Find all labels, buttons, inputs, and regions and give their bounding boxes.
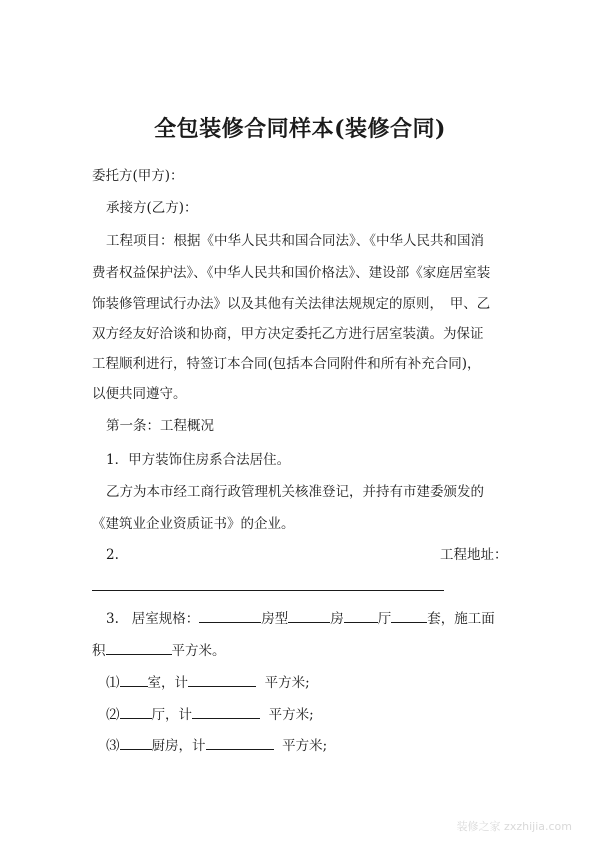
subitem-number: ⑵ (106, 707, 120, 723)
watermark: 装修之家 zxzhijia.com (456, 820, 572, 833)
subitem-room-text: 厅，计 (151, 707, 192, 723)
blank-area (106, 639, 172, 655)
item3-label: 居室规格： (131, 611, 200, 627)
blank-bedroom-area (188, 671, 256, 687)
intro-line-3: 饰装修管理试行办法》以及其他有关法律法规规定的原则， 甲、乙 (92, 296, 491, 312)
blank-hall-count (120, 703, 152, 719)
area-prefix: 积 (92, 643, 106, 659)
subitem-bedroom (106, 671, 310, 693)
subitem-room-text: 厨房，计 (151, 738, 206, 754)
blank-kitchen-area (206, 734, 274, 750)
item3-room-spec (106, 607, 495, 629)
intro-line-2: 费者权益保护法》、《中华人民共和国价格法》、建设部《家庭居室装 (92, 265, 491, 281)
subitem-hall (106, 703, 314, 725)
blank-bedroom-count (120, 671, 148, 687)
address-blank-line (92, 590, 444, 591)
blank-halls (344, 607, 378, 623)
blank-suite (391, 607, 427, 623)
subitem-unit: 平方米; (264, 675, 310, 691)
halls-text: 厅 (377, 611, 392, 627)
subitem-kitchen (106, 734, 327, 756)
article1-cert-line-1: 乙方为本市经工商行政管理机关核准登记，并持有市建委颁发的 (106, 484, 484, 500)
subitem-room-text: 室，计 (147, 675, 188, 691)
intro-line-6: 以便共同遵守。 (92, 386, 187, 402)
item3-area (92, 639, 226, 661)
article1-item1: 1．甲方装饰住房系合法居住。 (106, 452, 291, 468)
subitem-unit: 平方米; (282, 738, 328, 754)
blank-kitchen-count (120, 734, 152, 750)
intro-line-4: 双方经友好洽谈和协商，甲方决定委托乙方进行居室装潢。为保证 (92, 326, 484, 342)
intro-line-1: 工程项目：根据《中华人民共和国合同法》、《中华人民共和国消 (106, 233, 484, 249)
subitem-number: ⑶ (106, 738, 120, 754)
document-title: 全包装修合同样本(装修合同) (154, 116, 446, 142)
item2-address-label: 工程地址： (440, 547, 508, 563)
client-label: 委托方(甲方)： (92, 168, 184, 184)
article1-cert-line-2: 《建筑业企业资质证书》的企业。 (92, 516, 295, 532)
blank-hall-area (192, 703, 260, 719)
subitem-unit: 平方米; (268, 707, 314, 723)
article1-heading: 第一条：工程概况 (106, 418, 214, 434)
house-type-text: 房型 (261, 611, 289, 627)
sqm-text: 平方米。 (171, 643, 226, 659)
subitem-number: ⑴ (106, 675, 120, 691)
item3-number: 3. (106, 611, 119, 627)
intro-line-5: 工程顺利进行，特签订本合同(包括本合同附件和所有补充合同)， (92, 356, 481, 372)
contractor-label: 承接方(乙方)： (106, 200, 198, 216)
rooms-text: 房 (330, 611, 344, 627)
blank-rooms (288, 607, 330, 623)
blank-room-spec (199, 607, 261, 623)
item2-number: 2. (106, 547, 119, 563)
suite-text: 套，施工面 (427, 611, 495, 627)
